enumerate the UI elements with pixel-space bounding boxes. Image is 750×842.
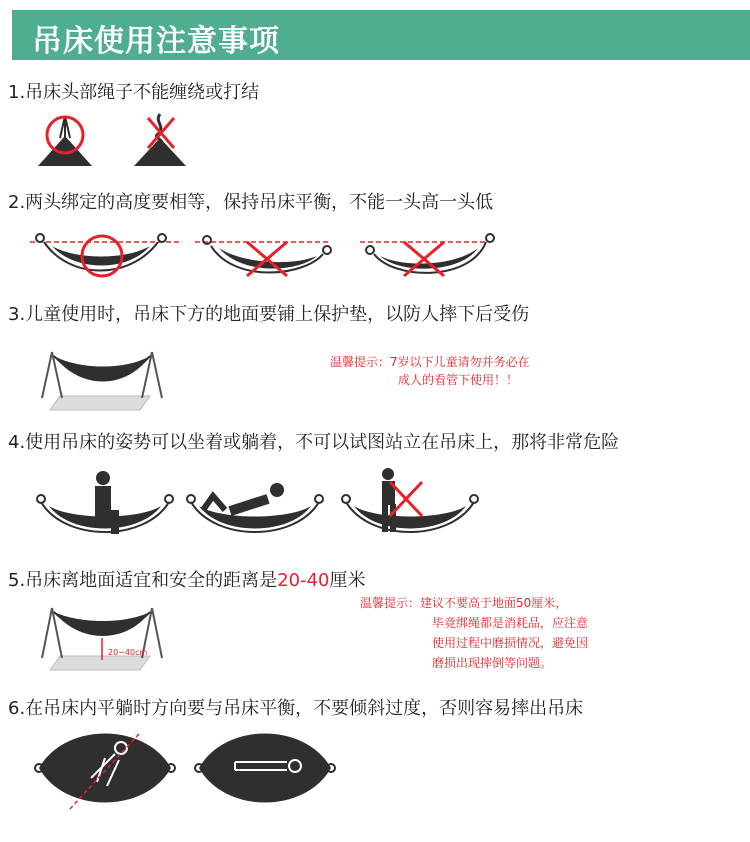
section-3-warning-line-2: 成人的看管下使用！！	[398, 373, 519, 387]
header-banner	[12, 10, 750, 60]
rope-correct-icon	[38, 116, 92, 166]
section-2-title: 2.两头绑定的高度要相等，保持吊床平衡，不能一头高一头低	[8, 192, 494, 213]
section-4-title: 4.使用吊床的姿势可以坐着或躺着，不可以试图站立在吊床上，那将非常危险	[8, 432, 620, 453]
distance-label: 20~40cm	[108, 648, 148, 657]
section-5-warning-line-4: 磨损出现摔倒等问题。	[432, 656, 553, 670]
page-title: 吊床使用注意事项	[32, 24, 280, 59]
section-6-illustrations	[35, 728, 335, 810]
flat-lying-icon	[195, 734, 335, 803]
lying-pose-icon	[187, 483, 323, 532]
standing-pose-forbidden-icon	[342, 468, 478, 532]
section-5-title-pre: 5.吊床离地面适宜和安全的距离是	[8, 570, 278, 591]
hammock-tilted-right-icon	[195, 236, 331, 276]
section-3-title: 3.儿童使用时，吊床下方的地面要铺上保护垫，以防人摔下后受伤	[8, 304, 530, 325]
section-5-title	[8, 566, 366, 592]
section-5-title-highlight: 20-40	[277, 570, 330, 591]
section-5-warning-line-1: 温馨提示：建议不要高于地面50厘米，	[360, 596, 568, 610]
hammock-stand-mat-icon	[30, 340, 180, 420]
hammock-tilted-left-icon	[360, 234, 494, 276]
hammock-level-icon	[30, 234, 180, 276]
section-5-warning-line-3: 使用过程中磨损情况，避免因	[432, 636, 589, 650]
section-5-warning-line-2: 毕竟绑绳都是消耗品，应注意	[432, 616, 589, 630]
hammock-height-icon	[30, 600, 180, 680]
section-6-title: 6.在吊床内平躺时方向要与吊床平衡，不要倾斜过度，否则容易摔出吊床	[8, 698, 584, 719]
section-2-illustrations	[30, 220, 510, 282]
sitting-pose-icon	[37, 471, 173, 534]
section-5-title-post: 厘米	[329, 570, 366, 591]
section-1-title: 1.吊床头部绳子不能缠绕或打结	[8, 82, 260, 103]
diagonal-lying-icon	[35, 734, 175, 811]
section-1-illustrations	[30, 108, 200, 170]
section-3-warning-line-1: 温馨提示：7岁以下儿童请勿并务必在	[330, 355, 530, 369]
rope-tangled-icon	[134, 114, 186, 166]
section-4-illustrations	[35, 466, 475, 548]
